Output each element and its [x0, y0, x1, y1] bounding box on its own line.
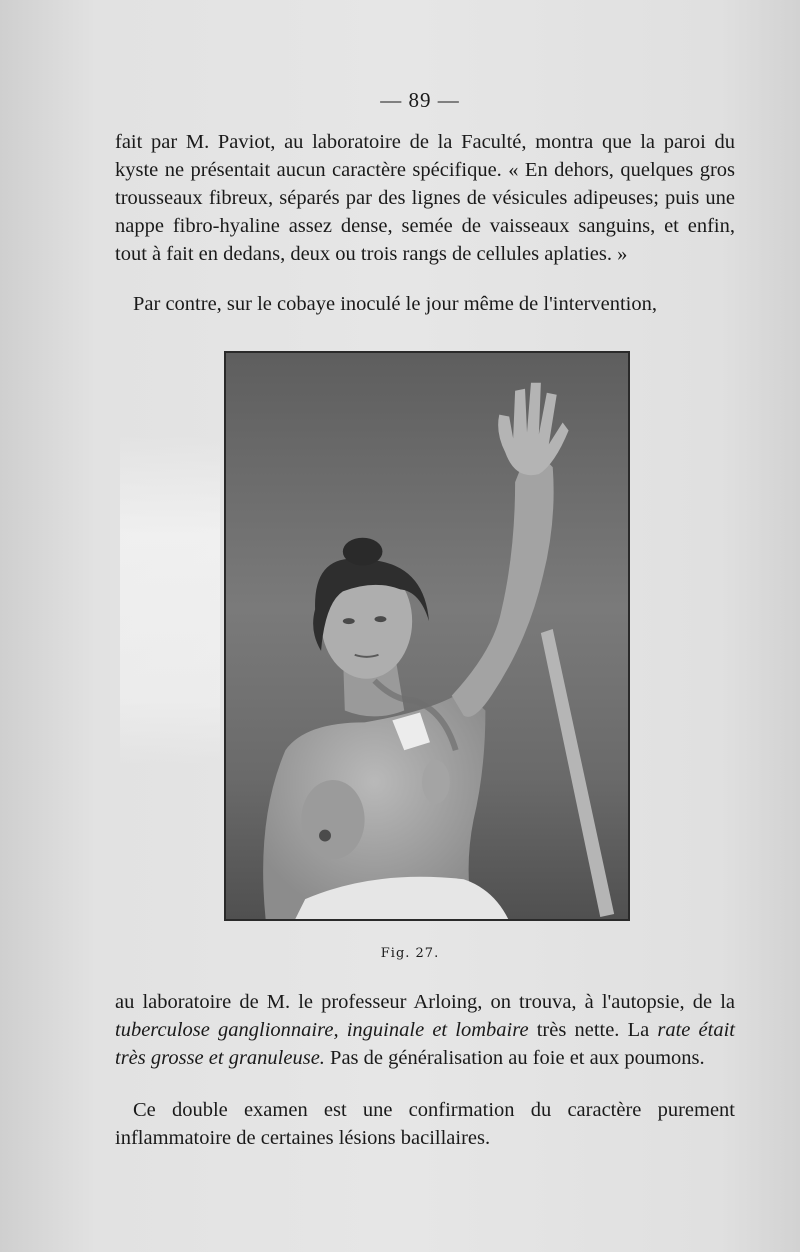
- bleed-through-shadow: [120, 435, 220, 765]
- paragraph-4: [115, 1096, 735, 1152]
- paragraph-3-part-e: Pas de généralisation au foie et aux poumons.: [324, 1047, 705, 1069]
- figure-photograph: [224, 351, 630, 921]
- paragraph-3-part-a: au laboratoire de M. le professeur Arloing, on trouva, à l'autopsie, de la: [115, 991, 735, 1013]
- paragraph-3-part-c: très nette. La: [528, 1019, 658, 1041]
- paragraph-3-italic-2: rate était très grosse et granuleuse.: [115, 1019, 735, 1069]
- figure-caption: Fig. 27.: [380, 946, 440, 961]
- paragraph-3-italic-1: tuberculose ganglionnaire, inguinale et lombaire: [115, 1019, 529, 1041]
- paragraph-3: [115, 988, 735, 1072]
- page-number: — 89 —: [380, 88, 460, 112]
- paragraph-1: fait par M. Paviot, au laboratoire de la Faculté, montra que la paroi du kyste ne présentait aucun caractère spécifique. « En dehors, quelques gros trousseaux fibreux, séparés par des lignes de vésicules adipeuses; puis une nappe fibro-hyaline assez dense, semée de vaisseaux sanguins, et enfin, tout à fait en dedans, deux ou trois rangs de cellules aplaties. »: [115, 131, 735, 265]
- paragraph-2: [115, 290, 735, 318]
- paragraph-4-text: Ce double examen est une confirmation du caractère purement inflammatoire de certaines lésions bacillaires.: [115, 1099, 735, 1149]
- photo-illustration: [226, 353, 628, 919]
- paragraph-2-text: Par contre, sur le cobaye inoculé le jour même de l'intervention,: [133, 293, 657, 315]
